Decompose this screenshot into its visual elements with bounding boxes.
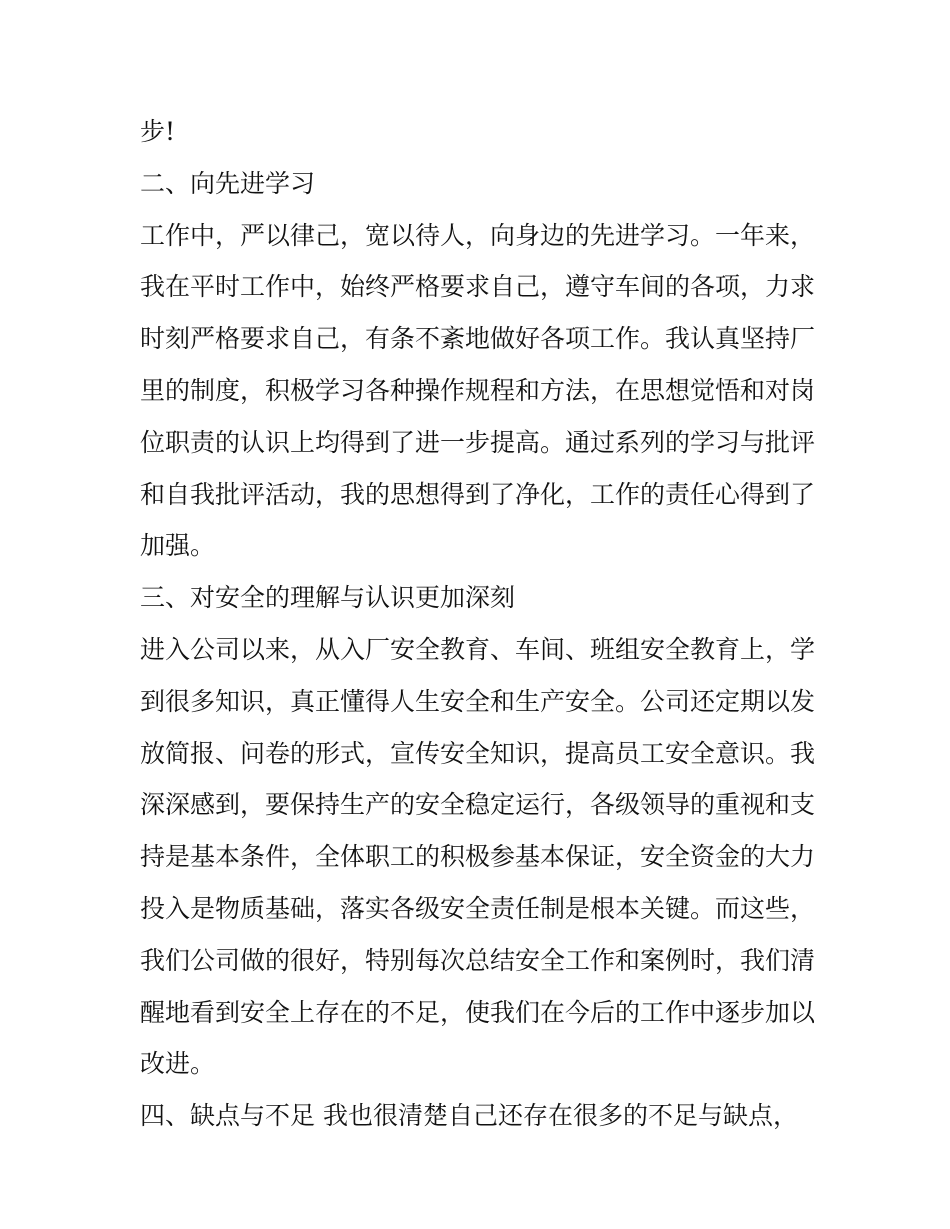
text-line: 时刻严格要求自己，有条不紊地做好各项工作。我认真坚持厂 <box>140 324 816 354</box>
text-line: 投入是物质基础，落实各级安全责任制是根本关键。而这些， <box>140 893 816 923</box>
text-line: 醒地看到安全上存在的不足，使我们在今后的工作中逐步加以 <box>140 997 816 1027</box>
text-line: 放简报、问卷的形式，宣传安全知识，提高员工安全意识。我 <box>140 738 816 768</box>
text-line: 步! <box>140 117 176 146</box>
text-line: 到很多知识，真正懂得人生安全和生产安全。公司还定期以发 <box>140 686 816 716</box>
section-heading-safety-understanding: 三、对安全的理解与认识更加深刻 <box>140 583 516 613</box>
text-line: 和自我批评活动，我的思想得到了净化，工作的责任心得到了 <box>140 479 816 509</box>
section-heading-shortcomings: 四、缺点与不足 我也很清楚自己还存在很多的不足与缺点， <box>140 1101 798 1131</box>
text-line: 深深感到，要保持生产的安全稳定运行，各级领导的重视和支 <box>140 790 816 820</box>
text-line: 我们公司做的很好，特别每次总结安全工作和案例时，我们清 <box>140 945 816 975</box>
text-line: 进入公司以来，从入厂安全教育、车间、班组安全教育上，学 <box>140 634 816 664</box>
text-line: 里的制度，积极学习各种操作规程和方法，在思想觉悟和对岗 <box>140 375 816 405</box>
text-line: 加强。 <box>140 531 216 561</box>
text-line: 持是基本条件，全体职工的积极参基本保证，安全资金的大力 <box>140 842 816 872</box>
text-line: 我在平时工作中，始终严格要求自己，遵守车间的各项，力求 <box>140 272 816 302</box>
text-line: 改进。 <box>140 1049 216 1079</box>
body-text <box>140 106 820 1142</box>
text-line: 位职责的认识上均得到了进一步提高。通过系列的学习与批评 <box>140 427 816 457</box>
text-line: 工作中，严以律己，宽以待人，向身边的先进学习。一年来， <box>140 220 816 250</box>
section-heading-learn-from-advanced: 二、向先进学习 <box>140 168 316 198</box>
